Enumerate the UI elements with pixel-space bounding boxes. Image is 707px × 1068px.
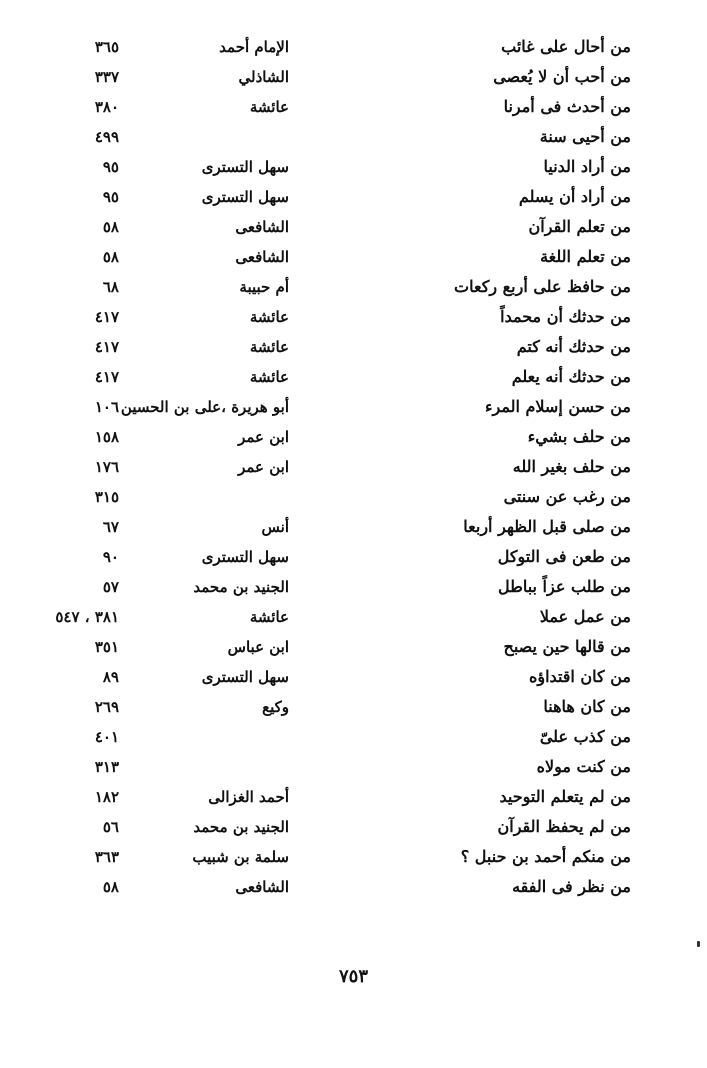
page-reference: ٣٦٣ xyxy=(94,848,119,866)
hadith-phrase: من قالها حين يصبح xyxy=(503,637,631,656)
page-reference: ٥٦ xyxy=(102,818,119,836)
narrator-name: سهل التسترى xyxy=(201,158,289,176)
page-reference: ٩٥ xyxy=(102,158,119,176)
narrator-name: أحمد الغزالى xyxy=(208,788,289,806)
index-row xyxy=(0,872,707,902)
narrator-name: أبو هريرة ،على بن الحسين xyxy=(120,398,289,416)
hadith-phrase: من لم يحفظ القرآن xyxy=(497,817,631,836)
narrator-name: الشافعى xyxy=(235,248,289,266)
narrator-name: أم حبيبة xyxy=(239,278,289,296)
page-reference: ٥٨ xyxy=(102,218,119,236)
hadith-phrase: من أحال على غائب xyxy=(501,37,631,56)
index-row xyxy=(0,32,707,62)
index-row xyxy=(0,452,707,482)
narrator-name xyxy=(114,722,289,752)
page-reference: ٤١٧ xyxy=(94,308,119,326)
index-row xyxy=(0,662,707,692)
narrator-name: عائشة xyxy=(249,338,289,356)
narrator-name: عائشة xyxy=(249,308,289,326)
page-reference: ٥٨ xyxy=(102,878,119,896)
page-reference: ٣١٣ xyxy=(94,758,119,776)
narrator-name: ابن عباس xyxy=(227,638,289,656)
hadith-phrase: من كان اقتداؤه xyxy=(528,667,631,686)
narrator-name xyxy=(114,122,289,152)
narrator-name: ابن عمر xyxy=(238,458,289,476)
index-row xyxy=(0,302,707,332)
narrator-name: عائشة xyxy=(249,98,289,116)
narrator-name xyxy=(114,752,289,782)
narrator-name: الشاذلي xyxy=(238,68,289,86)
index-row xyxy=(0,572,707,602)
narrator-name: سهل التسترى xyxy=(201,668,289,686)
page-reference: ٤٠١ xyxy=(94,728,119,746)
page-reference: ٦٨ xyxy=(102,278,119,296)
page-reference: ٣٥١ xyxy=(94,638,119,656)
index-row xyxy=(0,212,707,242)
hadith-phrase: من كذب علىّ xyxy=(539,727,631,746)
index-row xyxy=(0,392,707,422)
narrator-name: ابن عمر xyxy=(238,428,289,446)
index-row xyxy=(0,842,707,872)
hadith-phrase: من حسن إسلام المرء xyxy=(484,397,631,416)
hadith-phrase: من لم يتعلم التوحيد xyxy=(499,787,631,806)
hadith-phrase: من كان هاهنا xyxy=(543,697,631,716)
narrator-name: الشافعى xyxy=(235,878,289,896)
hadith-phrase: من أحيى سنة xyxy=(539,127,631,146)
page-reference: ١٨٢ xyxy=(94,788,119,806)
hadith-phrase: من تعلم القرآن xyxy=(528,217,631,236)
page-reference: ١٧٦ xyxy=(94,458,119,476)
hadith-phrase: من نظر فى الفقه xyxy=(512,877,631,896)
page-reference: ٩٠ xyxy=(102,548,119,566)
hadith-phrase: من حلف بشيء xyxy=(527,427,631,446)
page-reference: ٨٩ xyxy=(102,668,119,686)
index-row xyxy=(0,482,707,512)
page-reference: ٥٨ xyxy=(102,248,119,266)
index-row xyxy=(0,182,707,212)
page-reference: ٤١٧ xyxy=(94,368,119,386)
index-row xyxy=(0,362,707,392)
narrator-name: سهل التسترى xyxy=(201,188,289,206)
page-reference: ٣٨١ ، ٥٤٧ xyxy=(55,608,119,626)
hadith-phrase: من رغب عن سنتى xyxy=(503,487,631,506)
page-number: ٧٥٣ xyxy=(338,966,368,987)
hadith-phrase: من كنت مولاه xyxy=(536,757,631,776)
narrator-name: عائشة xyxy=(249,368,289,386)
hadith-phrase: من أحب أن لا يُعصى xyxy=(493,67,631,86)
page-reference: ٣٦٥ xyxy=(94,38,119,56)
index-row xyxy=(0,92,707,122)
page-reference: ٣٨٠ xyxy=(94,98,119,116)
page-reference: ٩٥ xyxy=(102,188,119,206)
index-row xyxy=(0,512,707,542)
index-row xyxy=(0,62,707,92)
hadith-phrase: من أحدث فى أمرنا xyxy=(503,97,631,116)
narrator-name: الجنيد بن محمد xyxy=(193,818,289,836)
index-row xyxy=(0,152,707,182)
narrator-name: أنس xyxy=(261,518,289,536)
index-row xyxy=(0,752,707,782)
hadith-phrase: من حدثك أنه يعلم xyxy=(511,367,631,386)
hadith-phrase: من صلى قبل الظهر أربعا xyxy=(463,517,631,536)
page-reference: ٥٧ xyxy=(102,578,119,596)
page-reference: ١٠٦ xyxy=(94,398,119,416)
page-reference: ٤٩٩ xyxy=(94,128,119,146)
hadith-phrase: من عمل عملا xyxy=(539,607,631,626)
narrator-name: الشافعى xyxy=(235,218,289,236)
page-reference: ٣١٥ xyxy=(94,488,119,506)
page-reference: ٤١٧ xyxy=(94,338,119,356)
index-row xyxy=(0,122,707,152)
narrator-name: سلمة بن شبيب xyxy=(192,848,289,866)
narrator-name: الإمام أحمد xyxy=(219,38,289,56)
index-row xyxy=(0,272,707,302)
index-row xyxy=(0,632,707,662)
hadith-phrase: من تعلم اللغة xyxy=(540,247,631,266)
hadith-phrase: من أراد الدنيا xyxy=(543,157,631,176)
hadith-phrase: من حدثك أنه كتم xyxy=(516,337,631,356)
narrator-name: الجنيد بن محمد xyxy=(193,578,289,596)
narrator-name: عائشة xyxy=(249,608,289,626)
hadith-phrase: من حافظ على أربع ركعات xyxy=(454,277,631,296)
margin-mark xyxy=(697,941,700,947)
narrator-name: وكيع xyxy=(262,698,289,716)
index-table xyxy=(0,32,707,902)
narrator-name xyxy=(114,482,289,512)
page-reference: ٦٧ xyxy=(102,518,119,536)
narrator-name: سهل التسترى xyxy=(201,548,289,566)
hadith-phrase: من طلب عزاً بباطل xyxy=(497,577,631,596)
page-reference: ٢٦٩ xyxy=(94,698,119,716)
hadith-phrase: من أراد أن يسلم xyxy=(518,187,631,206)
index-row xyxy=(0,692,707,722)
hadith-phrase: من منكم أحمد بن حنبل ؟ xyxy=(460,847,631,866)
page-reference: ١٥٨ xyxy=(94,428,119,446)
index-row xyxy=(0,602,707,632)
hadith-phrase: من حلف بغير الله xyxy=(512,457,631,476)
hadith-phrase: من حدثك أن محمداً xyxy=(500,307,631,326)
index-row xyxy=(0,542,707,572)
index-row xyxy=(0,332,707,362)
index-row xyxy=(0,782,707,812)
index-row xyxy=(0,812,707,842)
index-row xyxy=(0,422,707,452)
page-reference: ٣٣٧ xyxy=(94,68,119,86)
hadith-phrase: من طعن فى التوكل xyxy=(497,547,631,566)
index-row xyxy=(0,242,707,272)
index-row xyxy=(0,722,707,752)
